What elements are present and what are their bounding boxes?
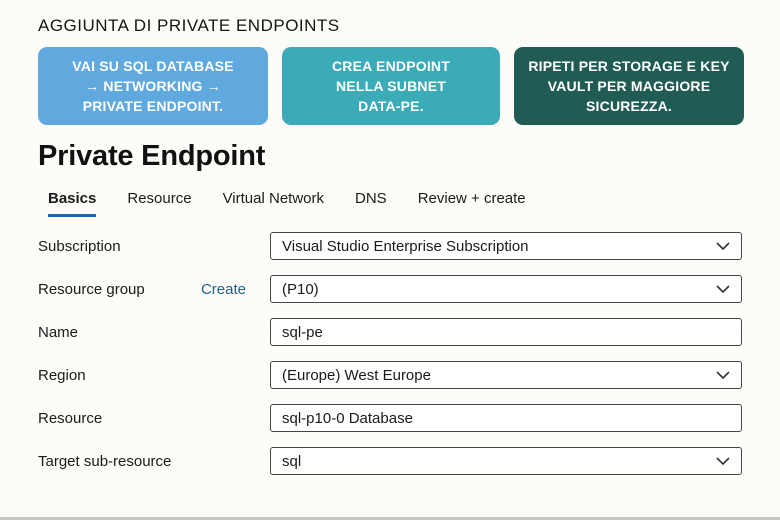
callout-sql-database	[38, 47, 268, 125]
callout-crea-endpoint	[282, 47, 500, 125]
form-row-name	[38, 318, 742, 346]
target-sub-resource-value: sql	[282, 452, 302, 470]
callout-line: SICUREZZA.	[586, 98, 672, 114]
resource-group-label: Resource group	[38, 280, 145, 298]
subscription-value: Visual Studio Enterprise Subscription	[282, 237, 529, 255]
form-row-target-sub-resource	[38, 447, 742, 475]
callout-line: → NETWORKING →	[85, 78, 221, 94]
callout-line: DATA-PE.	[358, 98, 424, 114]
basics-form	[38, 232, 742, 475]
page-kicker: AGGIUNTA DI PRIVATE ENDPOINTS	[38, 16, 340, 35]
resource-group-value: (P10)	[282, 280, 319, 298]
create-resource-group-link[interactable]: Create	[200, 280, 246, 298]
callout-line: VAULT PER MAGGIORE	[547, 78, 711, 94]
region-value: (Europe) West Europe	[282, 366, 431, 384]
chevron-down-icon	[716, 371, 730, 379]
target-sub-resource-label: Target sub-resource	[38, 452, 172, 470]
region-label: Region	[38, 366, 86, 384]
form-row-resource	[38, 404, 742, 432]
tab-resource[interactable]: Resource	[127, 190, 192, 207]
page-title: Private Endpoint	[38, 140, 266, 172]
tab-basics[interactable]: Basics	[48, 190, 96, 217]
callout-line: PRIVATE ENDPOINT.	[82, 98, 224, 114]
form-row-subscription	[38, 232, 742, 260]
callout-ripeti-storage	[514, 47, 744, 125]
resource-label: Resource	[38, 409, 103, 427]
callout-line: NELLA SUBNET	[336, 78, 446, 94]
form-row-resource-group	[38, 275, 742, 303]
target-sub-resource-dropdown[interactable]	[270, 447, 742, 475]
subscription-label: Subscription	[38, 237, 121, 255]
subscription-dropdown[interactable]	[270, 232, 742, 260]
chevron-down-icon	[716, 285, 730, 293]
name-label: Name	[38, 323, 79, 341]
region-dropdown[interactable]	[270, 361, 742, 389]
chevron-down-icon	[716, 242, 730, 250]
callout-line: RIPETI PER STORAGE E KEY	[528, 58, 730, 74]
callout-line: VAI SU SQL DATABASE	[72, 58, 234, 74]
tab-virtual-network[interactable]: Virtual Network	[222, 190, 325, 207]
resource-group-dropdown[interactable]	[270, 275, 742, 303]
chevron-down-icon	[716, 457, 730, 465]
tab-review-create[interactable]: Review + create	[417, 190, 526, 207]
tab-bar	[48, 190, 742, 217]
callout-row	[38, 47, 742, 125]
resource-input[interactable]	[270, 404, 742, 432]
form-row-region	[38, 361, 742, 389]
name-input[interactable]	[270, 318, 742, 346]
tab-dns[interactable]: DNS	[355, 190, 387, 207]
callout-line: CREA ENDPOINT	[332, 58, 450, 74]
